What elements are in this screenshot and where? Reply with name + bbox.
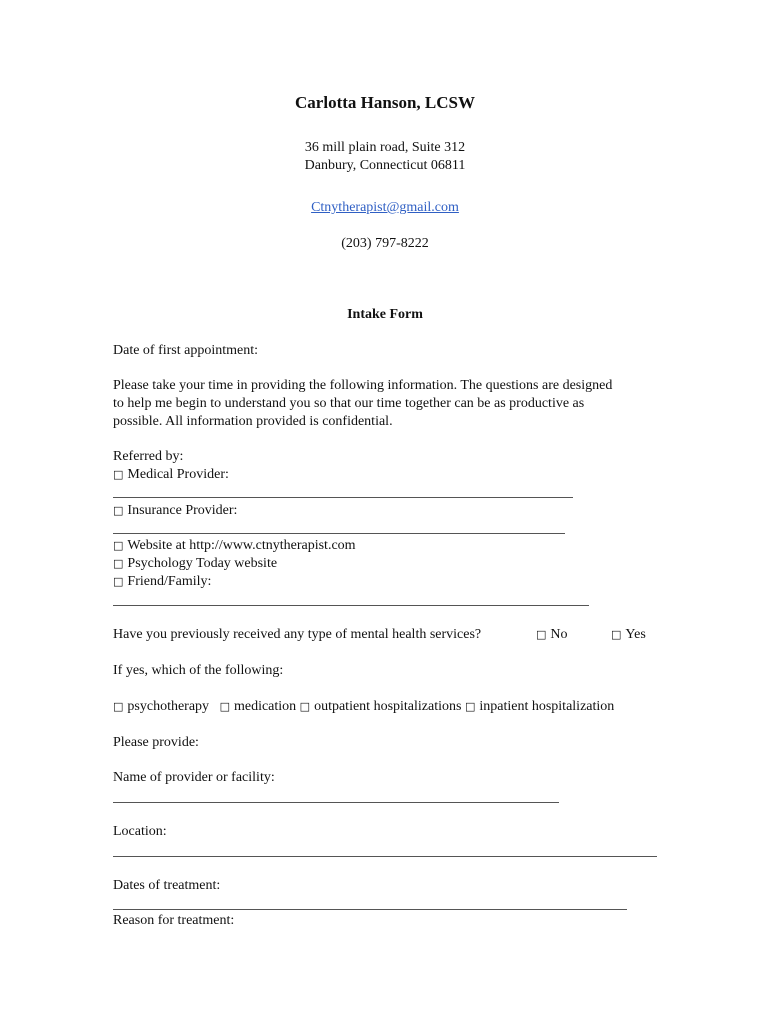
referral-friend-option[interactable]: □ Friend/Family:: [113, 574, 212, 589]
provider-name-label: Name of provider or facility:: [113, 770, 275, 785]
address-line-2: Danbury, Connecticut 06811: [304, 158, 466, 173]
referral-insurance-option[interactable]: □ Insurance Provider:: [113, 503, 238, 518]
location-line[interactable]: [113, 856, 657, 857]
phone-number: (203) 797-8222: [341, 236, 429, 251]
checkbox-icon[interactable]: □: [611, 628, 622, 641]
checkbox-icon[interactable]: □: [113, 504, 124, 517]
email-link[interactable]: Ctnytherapist@gmail.com: [311, 200, 459, 215]
previous-services-question: Have you previously received any type of mental health services?: [113, 627, 482, 642]
dates-label: Dates of treatment:: [113, 878, 221, 893]
insurance-provider-line[interactable]: [113, 533, 565, 534]
option-medication[interactable]: □ medication: [219, 699, 297, 714]
reason-label: Reason for treatment:: [113, 913, 235, 928]
option-psychotherapy[interactable]: □ psychotherapy: [113, 699, 210, 714]
checkbox-icon[interactable]: □: [113, 575, 124, 588]
referred-by-label: Referred by:: [113, 449, 184, 464]
option-inpatient[interactable]: □ inpatient hospitalization: [464, 699, 615, 714]
option-yes[interactable]: □ Yes: [611, 627, 646, 642]
please-provide-label: Please provide:: [113, 735, 199, 750]
checkbox-icon[interactable]: □: [464, 700, 476, 713]
provider-name-line[interactable]: [113, 802, 559, 803]
intro-line-1: Please take your time in providing the following information. The questions are designed: [113, 378, 613, 393]
address-line-1: 36 mill plain road, Suite 312: [304, 140, 466, 155]
form-title: Intake Form: [347, 307, 423, 322]
checkbox-icon[interactable]: □: [219, 700, 230, 713]
referral-psych-today-option[interactable]: □ Psychology Today website: [113, 556, 278, 571]
checkbox-icon[interactable]: □: [113, 557, 124, 570]
option-outpatient[interactable]: □ outpatient hospitalizations: [299, 699, 462, 714]
checkbox-icon[interactable]: □: [299, 700, 311, 713]
practitioner-name: Carlotta Hanson, LCSW: [295, 93, 475, 112]
intro-line-3: possible. All information provided is confidential.: [113, 414, 393, 429]
checkbox-icon[interactable]: □: [113, 539, 124, 552]
if-yes-label: If yes, which of the following:: [113, 663, 284, 678]
friend-family-line[interactable]: [113, 605, 589, 606]
option-no[interactable]: □ No: [536, 627, 568, 642]
checkbox-icon[interactable]: □: [536, 628, 547, 641]
dates-line[interactable]: [113, 909, 627, 910]
location-label: Location:: [113, 824, 167, 839]
referral-website-option[interactable]: □ Website at http://www.ctnytherapist.com: [113, 538, 356, 553]
services-options: [113, 698, 614, 716]
referral-medical-option[interactable]: □ Medical Provider:: [113, 467, 229, 482]
checkbox-icon[interactable]: □: [113, 700, 124, 713]
date-label: Date of first appointment:: [113, 343, 259, 358]
checkbox-icon[interactable]: □: [113, 468, 124, 481]
medical-provider-line[interactable]: [113, 497, 573, 498]
intro-line-2: to help me begin to understand you so that our time together can be as productive as: [113, 396, 585, 411]
